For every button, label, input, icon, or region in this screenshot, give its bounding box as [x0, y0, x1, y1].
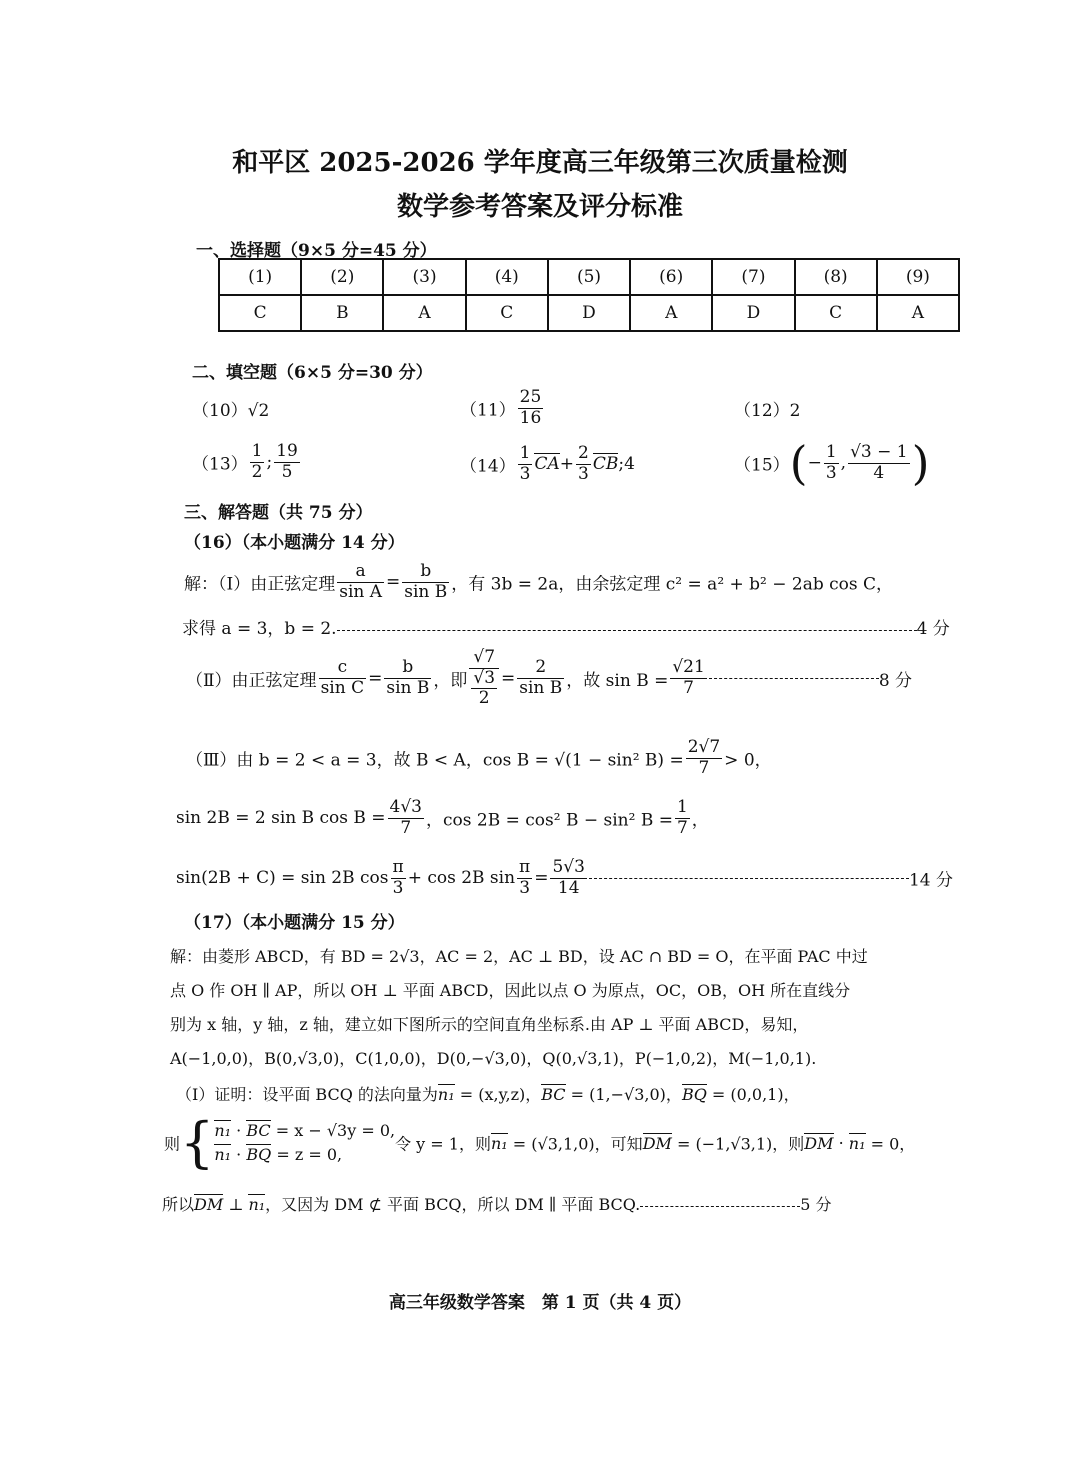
equation-2 [214, 1143, 395, 1167]
section1-heading: 一、选择题（9×5 分=45 分） [196, 241, 437, 261]
frac-num: 2√7 [687, 737, 721, 757]
q16-line6 [176, 858, 953, 898]
frac-num: a [337, 562, 384, 583]
q-label: （14） [460, 456, 516, 477]
text: 所以 [162, 1195, 195, 1214]
q16-heading: （16）（本小题满分 14 分） [184, 533, 405, 553]
table-cell: C [795, 295, 877, 331]
q13-answer [192, 442, 302, 482]
frac-num: 1 [825, 441, 837, 462]
text: （Ⅲ）由 b = 2 < a = 3，故 B < A，cos B = √(1 − sin² B) = [186, 750, 684, 771]
q16-line4 [186, 738, 772, 778]
frac-num: 4√3 [389, 797, 422, 817]
operator: + [559, 454, 575, 475]
frac-den: sin B [519, 677, 563, 698]
q-label: （11） [460, 400, 516, 421]
table-cell: (4) [466, 259, 548, 295]
frac-den: 2 [251, 461, 263, 482]
vector: n₁ [214, 1121, 232, 1140]
q17-heading: （17）（本小题满分 15 分） [184, 913, 405, 933]
operator: = [534, 868, 549, 889]
table-cell: (8) [795, 259, 877, 295]
frac-den: 7 [676, 817, 688, 838]
q16-line2 [182, 614, 950, 639]
vector: n₁ [490, 1133, 508, 1153]
separator: , [840, 453, 847, 473]
score-leader [640, 1205, 800, 1207]
table-cell: A [877, 295, 959, 331]
table-cell: A [630, 295, 712, 331]
right-paren: ) [911, 436, 930, 490]
text: （Ⅰ）证明：设平面 BCQ 的法向量为 [176, 1085, 438, 1104]
frac-den: 7 [683, 677, 694, 698]
frac-den: 7 [698, 757, 710, 778]
q16-line3 [186, 648, 912, 709]
table-cell: (9) [877, 259, 959, 295]
left-paren: ( [789, 436, 808, 490]
table-cell: (6) [630, 259, 712, 295]
q16-line1 [184, 562, 893, 602]
frac-den: 3 [825, 462, 837, 483]
table-cell: C [466, 295, 548, 331]
frac-den: sin B [404, 581, 448, 602]
equation-1 [214, 1119, 395, 1143]
q-label: （12） [734, 401, 790, 421]
q-label: （10） [192, 401, 248, 421]
text: （Ⅱ）由正弦定理 [186, 670, 317, 691]
page-footer: 高三年级数学答案 第 1 页（共 4 页） [388, 1293, 692, 1313]
frac-den: 3 [519, 463, 531, 484]
frac-den: 14 [557, 877, 580, 898]
table-cell: (2) [301, 259, 383, 295]
frac-num: √7 [469, 648, 499, 669]
operator: = [501, 668, 516, 689]
score-leader [709, 677, 879, 679]
vector: DM [804, 1133, 834, 1153]
frac-num: π [392, 857, 404, 877]
table-cell: (5) [548, 259, 630, 295]
operator: · [231, 1145, 247, 1164]
text: sin(2B + C) = sin 2B cos [176, 868, 389, 889]
vector: n₁ [848, 1133, 866, 1153]
operator: ⊥ [223, 1195, 249, 1214]
q15-answer [734, 436, 930, 490]
frac-den: 2 [478, 688, 490, 709]
table-cell: D [712, 295, 794, 331]
q17-line5 [176, 1082, 800, 1105]
frac-num: 2 [578, 443, 589, 463]
frac-den: 5 [281, 461, 293, 482]
operator: = [368, 668, 383, 689]
frac-num: 2 [517, 658, 564, 679]
score: 14 分 [908, 870, 953, 891]
frac-num: √21 [672, 657, 705, 678]
frac-den: 16 [519, 407, 542, 428]
vector: BC [541, 1085, 566, 1104]
score: 4 分 [916, 619, 950, 639]
q17-line4: A(−1,0,0)，B(0,√3,0)，C(1,0,0)，D(0,−√3,0)，Q(0,√3,1)，P(−1,0,2)，M(−1,0,1). [170, 1049, 817, 1068]
frac-num: b [384, 658, 431, 679]
page-title: 和平区 2025-2026 学年度高三年级第三次质量检测 [232, 148, 848, 178]
score-leader [589, 877, 909, 879]
score-leader [337, 629, 917, 631]
table-row-answers [219, 295, 959, 331]
q-label: （13） [192, 454, 248, 475]
frac-num: √3 − 1 [850, 441, 908, 462]
frac-num: 25 [519, 387, 542, 407]
frac-den: 3 [519, 877, 531, 898]
text: ，即 [433, 670, 468, 691]
table-cell: (7) [712, 259, 794, 295]
q17-line3: 别为 x 轴，y 轴，z 轴，建立如下图所示的空间直角坐标系.由 AP ⊥ 平面 ABCD，易知， [170, 1015, 809, 1034]
frac-den: 7 [400, 817, 412, 838]
vector: BQ [681, 1085, 707, 1104]
frac-num: π [519, 857, 531, 877]
left-brace: { [180, 1111, 215, 1174]
text: 求得 a = 3，b = 2. [182, 619, 337, 639]
section3-heading: 三、解答题（共 75 分） [184, 503, 373, 523]
vector: BQ [246, 1145, 272, 1164]
vector: n₁ [248, 1195, 266, 1214]
q-label: （15） [734, 455, 790, 476]
vector: CB [592, 454, 619, 475]
q-value: 2 [789, 401, 801, 421]
vector: n₁ [214, 1145, 232, 1164]
frac-den: 4 [873, 462, 885, 483]
separator: ; [266, 452, 273, 473]
text: = z = 0, [271, 1145, 343, 1164]
q-value: √2 [247, 401, 270, 421]
table-cell: A [383, 295, 465, 331]
q17-line2: 点 O 作 OH ∥ AP，所以 OH ⊥ 平面 ABCD，因此以点 O 为原点，OC，OB，OH 所在直线分 [170, 981, 851, 1000]
text: = (−1,√3,1)，则 [671, 1134, 805, 1154]
vector: CA [534, 454, 560, 475]
text: ， [691, 810, 709, 831]
frac-num: 19 [276, 441, 298, 461]
frac-den: sin A [339, 581, 383, 602]
section2-heading: 二、填空题（6×5 分=30 分） [192, 363, 433, 383]
text: = (1,−√3,0)， [565, 1085, 682, 1104]
table-cell: C [219, 295, 301, 331]
text: 解：（Ⅰ）由正弦定理 [184, 574, 336, 595]
minus-sign: − [807, 453, 822, 473]
frac-den: sin B [386, 677, 430, 698]
text: ，故 sin B = [566, 670, 669, 691]
text: ，又因为 DM ⊄ 平面 BCQ，所以 DM ∥ 平面 BCQ. [265, 1195, 641, 1214]
text: > 0， [724, 750, 772, 771]
frac-num: c [319, 658, 367, 679]
q14-answer [460, 444, 635, 484]
equation-system [214, 1119, 395, 1167]
frac-num: 1 [251, 441, 263, 461]
vector: n₁ [437, 1085, 455, 1104]
text: = (0,0,1)， [706, 1085, 800, 1104]
q17-line6 [164, 1111, 916, 1174]
frac-num: √3 [473, 667, 496, 688]
q11-answer [460, 388, 545, 428]
q12-answer [734, 396, 800, 421]
text: sin 2B = 2 sin B cos B = [176, 808, 386, 829]
table-cell: (3) [383, 259, 465, 295]
q17-line7 [162, 1192, 831, 1215]
text: = (√3,1,0)，可知 [507, 1134, 643, 1154]
text: = 0， [865, 1134, 916, 1154]
score: 5 分 [800, 1195, 832, 1214]
text: 令 y = 1，则 [395, 1134, 491, 1154]
table-cell: (1) [219, 259, 301, 295]
score: 8 分 [878, 670, 913, 691]
table-row-numbers [219, 259, 959, 295]
operator: · [833, 1133, 849, 1153]
text: 则 [164, 1134, 181, 1154]
page-subtitle: 数学参考答案及评分标准 [396, 192, 683, 222]
operator: · [231, 1121, 247, 1140]
table-cell: B [301, 295, 383, 331]
text: = (x,y,z)， [454, 1085, 542, 1104]
answer-table [218, 258, 960, 332]
text: ，cos 2B = cos² B − sin² B = [426, 810, 673, 831]
q17-line1: 解：由菱形 ABCD，有 BD = 2√3，AC = 2，AC ⊥ BD，设 AC ∩ BD = O，在平面 PAC 中过 [170, 947, 868, 966]
vector: DM [642, 1133, 672, 1153]
table-cell: D [548, 295, 630, 331]
frac-num: 1 [676, 797, 688, 817]
frac-num: 5√3 [552, 857, 585, 877]
text: = x − √3y = 0, [270, 1121, 396, 1140]
vector: BC [246, 1121, 271, 1140]
text: ，有 3b = 2a，由余弦定理 c² = a² + b² − 2ab cos C， [451, 574, 894, 595]
frac-num: 1 [519, 443, 531, 463]
frac-den: sin C [320, 677, 365, 698]
frac-num: b [402, 562, 449, 583]
frac-den: 3 [578, 463, 589, 484]
operator: = [386, 572, 401, 593]
text: + cos 2B sin [407, 868, 516, 889]
q-value: ;4 [618, 454, 635, 475]
q16-line5 [176, 798, 709, 838]
q10-answer [192, 396, 269, 421]
vector: DM [194, 1195, 224, 1214]
frac-den: 3 [392, 877, 404, 898]
